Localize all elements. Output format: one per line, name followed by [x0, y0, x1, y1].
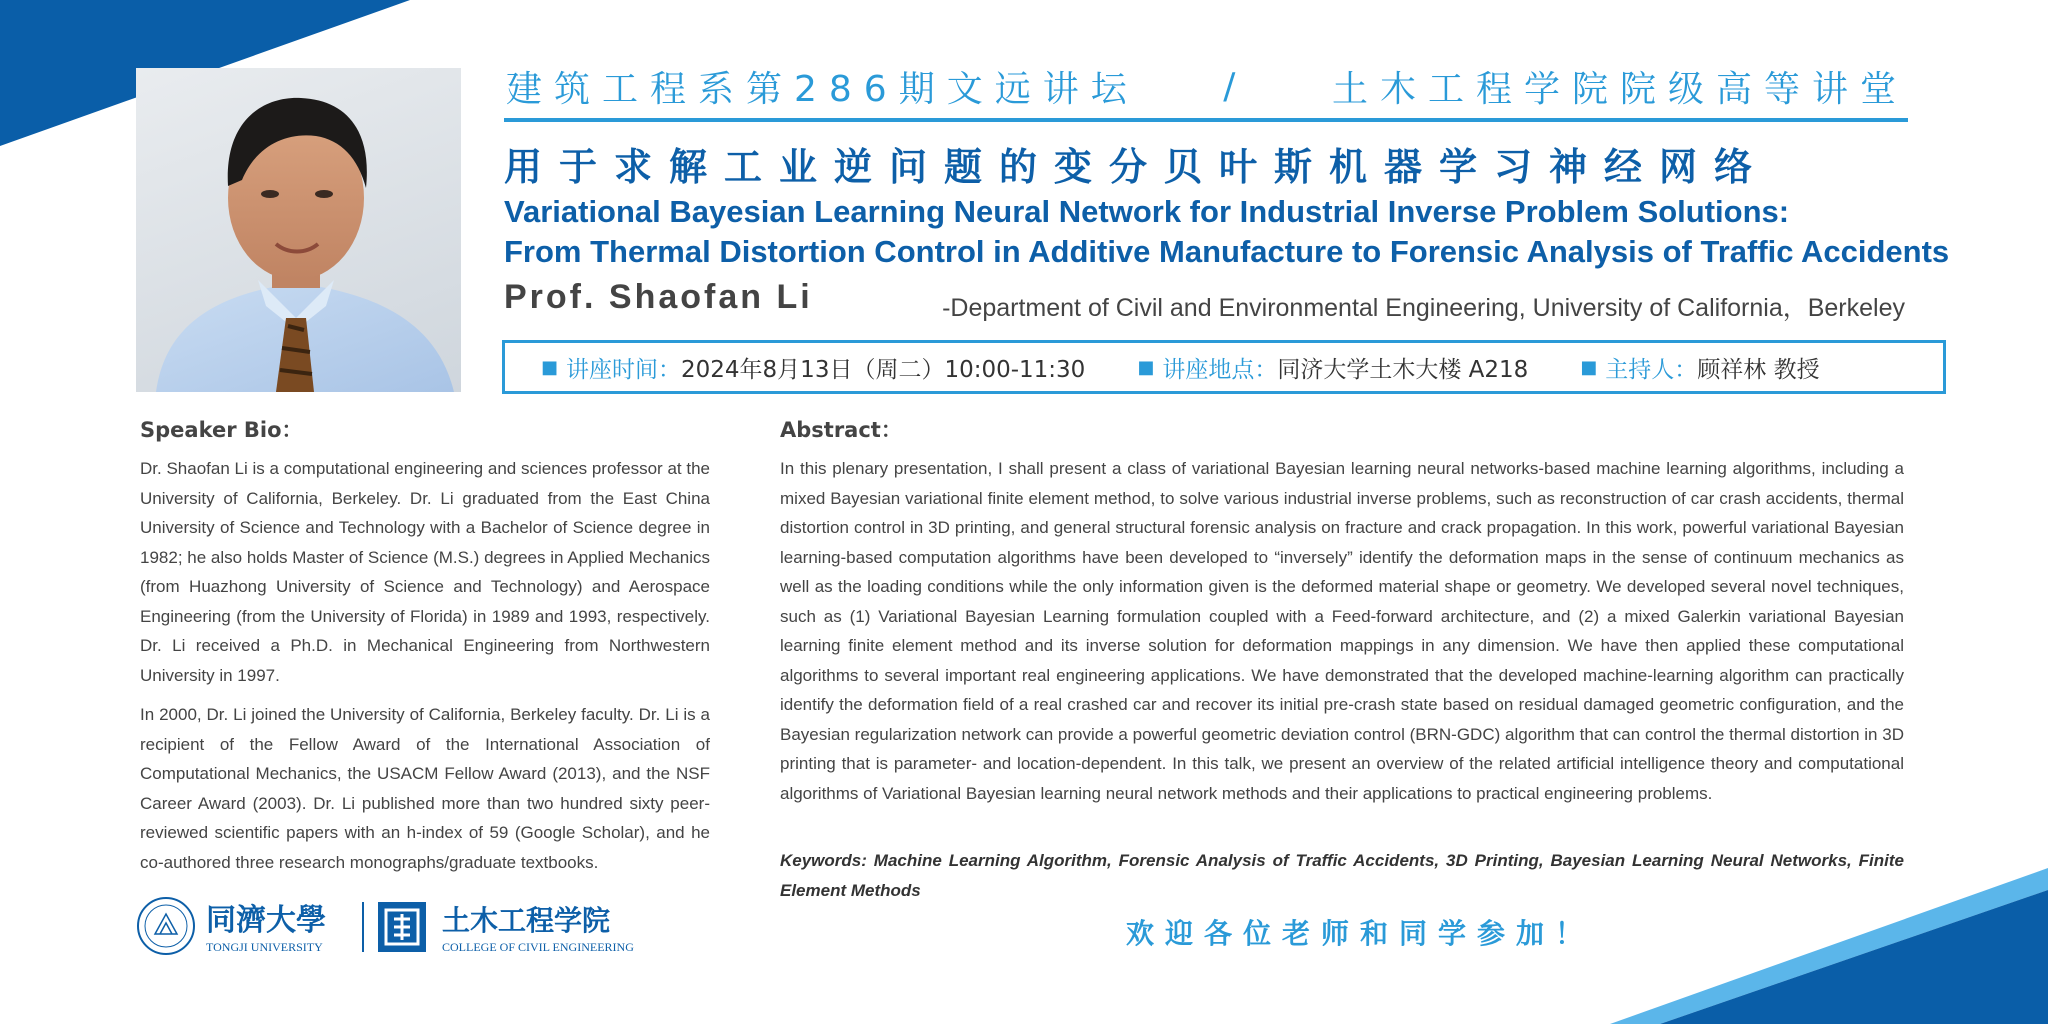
- tongji-seal-icon: [138, 898, 194, 954]
- title-english-line1: Variational Bayesian Learning Neural Network for Industrial Inverse Problem Solutions:: [504, 194, 1790, 229]
- header-divider: [504, 118, 1908, 122]
- bio-paragraph-1: Dr. Shaofan Li is a computational engineering and sciences professor at the University of California, Berkeley. Dr. Li graduated from the East China University of Science and Technology with a Bachelor of Science degree in 1982; he also holds Master of Science (M.S.) degrees in Applied Mechanics (from Huazhong University of Science and Technology) and Aerospace Engineering (from the University of Florida) in 1989 and 1993, respectively. Dr. Li received a Ph.D. in Mechanical Engineering from Northwestern University in 1997.: [140, 459, 710, 685]
- time-value: 2024年8月13日（周二）10:00-11:30: [681, 356, 1086, 383]
- college-name-en: COLLEGE OF CIVIL ENGINEERING: [442, 940, 634, 954]
- host-label: 主持人：: [1605, 356, 1698, 383]
- tongji-name-cn: 同濟大學: [206, 903, 326, 938]
- host-value: 顾祥林 教授: [1697, 356, 1820, 383]
- bullet-square-icon: ■: [541, 356, 559, 378]
- college-emblem-icon: [378, 902, 426, 952]
- place-label: 讲座地点：: [1162, 356, 1278, 383]
- bullet-square-icon: ■: [1137, 356, 1155, 378]
- bio-heading: Speaker Bio：: [140, 418, 303, 442]
- welcome-message: 欢迎各位老师和同学参加！: [1125, 917, 1594, 950]
- abstract-heading: Abstract：: [780, 418, 902, 442]
- bullet-square-icon: ■: [1580, 356, 1598, 378]
- tongji-name-en: TONGJI UNIVERSITY: [206, 940, 323, 954]
- info-time: [541, 351, 1085, 384]
- place-value: 同济大学土木大楼 A218: [1277, 356, 1529, 383]
- lecture-series-heading: [506, 58, 1908, 114]
- logo-divider: [362, 902, 364, 952]
- info-host: [1580, 351, 1819, 384]
- abstract-text: In this plenary presentation, I shall present a class of variational Bayesian learning neural networks-based machine learning algorithms, including a mixed Bayesian variational finite element method, to solve various industrial inverse problems, such as reconstruction of car crash accidents, thermal distortion control in 3D printing, and general structural forensic analysis on fracture and crack propagation. In this work, powerful variational Bayesian learning-based computation algorithms have been developed to “inversely” identify the deformation maps in the sense of continuum mechanics as well as the loading conditions while the only information given is the deformed material shape or geometry. We developed several novel techniques, such as (1) Variational Bayesian Learning formulation coupled with a Feed-forward architecture, and (2) a mixed Galerkin variational Bayesian learning finite element method and its inverse solution for deformation mappings in any dimension. We have then applied these computational algorithms to several important real engineering applications. We have demonstrated that the developed machine-learning algorithm can practically identify the deformation field of a real crashed car and recover its initial pre-crash state based on residual damaged geometric configuration, and the Bayesian regularization network can provide a powerful geometric deviation control (BRN-GDC) algorithm that can control the thermal distortion in 3D printing that is parameter- and location-dependent. In this talk, we present an overview of the related artificial intelligence theory and computational algorithms of Variational Bayesian learning neural network methods and their applications to practical engineering problems.: [780, 459, 1904, 803]
- time-label: 讲座时间：: [566, 356, 682, 383]
- title-chinese: 用于求解工业逆问题的变分贝叶斯机器学习神经网络: [504, 145, 1770, 188]
- keywords: Keywords: Machine Learning Algorithm, Forensic Analysis of Traffic Accidents, 3D Printing, Bayesian Learning Neural Networks, Finite Element Methods: [780, 851, 1904, 900]
- institution-logos: [136, 896, 646, 956]
- title-english-line2: From Thermal Distortion Control in Additive Manufacture to Forensic Analysis of Traffic Accidents: [504, 234, 1950, 269]
- bio-paragraph-2: In 2000, Dr. Li joined the University of California, Berkeley faculty. Dr. Li is a recipient of the Fellow Award of the International Association of Computational Mechanics, the USACM Fellow Award (2013), and the NSF Career Award (2003). Dr. Li published more than two hundred sixty peer-reviewed scientific papers with an h-index of 59 (Google Scholar), and he co-authored three research monographs/graduate textbooks.: [140, 705, 710, 872]
- college-name-cn: 土木工程学院: [442, 904, 611, 937]
- series-right-text: 土木工程学院院级高等讲堂: [1331, 68, 1908, 110]
- series-separator: /: [1223, 65, 1248, 107]
- series-left-text: 建筑工程系第286期文远讲坛: [506, 68, 1139, 110]
- lecture-info-box: [502, 340, 1946, 394]
- speaker-name: Prof. Shaofan Li: [504, 278, 813, 316]
- speaker-affiliation: -Department of Civil and Environmental Engineering, University of California，Berkeley: [942, 294, 1905, 322]
- speaker-photo: [136, 68, 461, 392]
- info-place: [1137, 351, 1528, 384]
